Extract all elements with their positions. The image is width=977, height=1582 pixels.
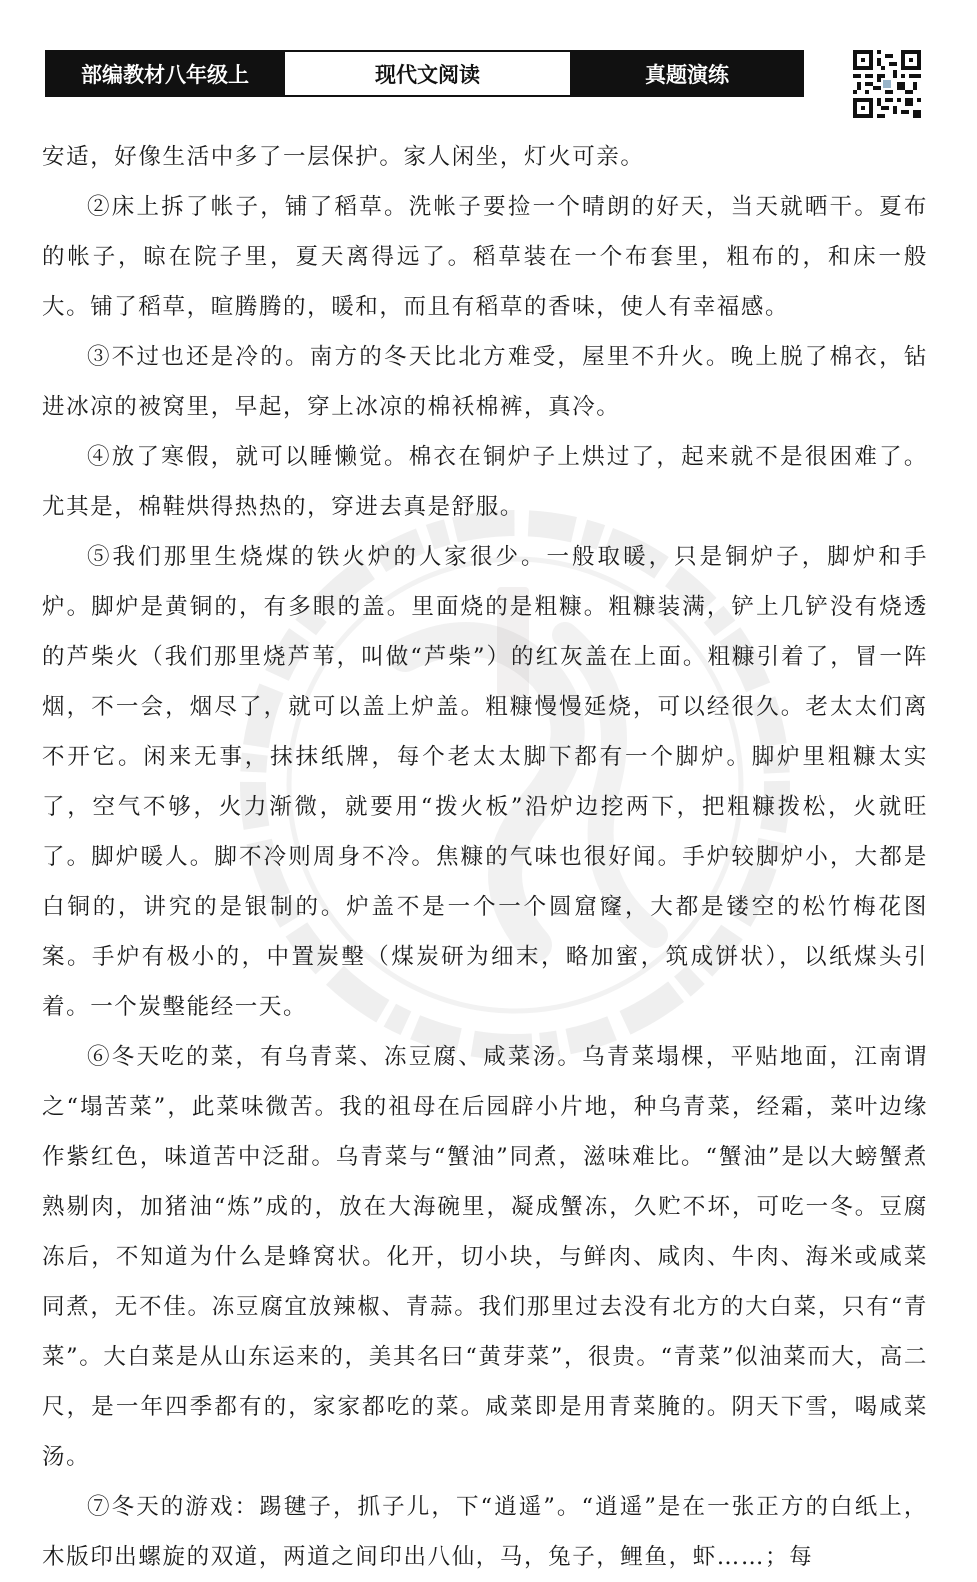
paragraph-continued: 安适，好像生活中多了一层保护。家人闲坐，灯火可亲。 xyxy=(42,144,645,170)
header-textbook-label: 部编教材八年级上 xyxy=(47,52,283,95)
qr-code-icon[interactable] xyxy=(853,50,921,118)
header-bar xyxy=(45,50,804,97)
paragraph-4: ④放了寒假，就可以睡懒觉。棉衣在铜炉子上烘过了，起来就不是很困难了。尤其是，棉鞋烘得热热的，穿进去真是舒服。 xyxy=(42,444,928,520)
header-section-title: 现代文阅读 xyxy=(283,52,572,95)
reading-passage xyxy=(42,132,928,1582)
header-practice-label: 真题演练 xyxy=(572,52,802,95)
paragraph-3: ③不过也还是冷的。南方的冬天比北方难受，屋里不升火。晚上脱了棉衣，钻进冰凉的被窝里，早起，穿上冰凉的棉袄棉裤，真冷。 xyxy=(42,344,928,420)
paragraph-7: ⑦冬天的游戏：踢毽子，抓子儿，下“逍遥”。“逍遥”是在一张正方的白纸上，木版印出螺旋的双道，两道之间印出八仙，马，兔子，鲤鱼，虾……；每 xyxy=(42,1494,928,1570)
paragraph-2: ②床上拆了帐子，铺了稻草。洗帐子要捡一个晴朗的好天，当天就晒干。夏布的帐子，晾在院子里，夏天离得远了。稻草装在一个布套里，粗布的，和床一般大。铺了稻草，暄腾腾的，暖和，而且有稻草的香味，使人有幸福感。 xyxy=(42,194,928,320)
paragraph-6: ⑥冬天吃的菜，有乌青菜、冻豆腐、咸菜汤。乌青菜塌棵，平贴地面，江南谓之“塌苦菜”，此菜味微苦。我的祖母在后园辟小片地，种乌青菜，经霜，菜叶边缘作紫红色，味道苦中泛甜。乌青菜与“蟹油”同煮，滋味难比。“蟹油”是以大螃蟹煮熟剔肉，加猪油“炼”成的，放在大海碗里，凝成蟹冻，久贮不坏，可吃一冬。豆腐冻后，不知道为什么是蜂窝状。化开，切小块，与鲜肉、咸肉、牛肉、海米或咸菜同煮，无不佳。冻豆腐宜放辣椒、青蒜。我们那里过去没有北方的大白菜，只有“青菜”。大白菜是从山东运来的，美其名曰“黄芽菜”，很贵。“青菜”似油菜而大，高二尺，是一年四季都有的，家家都吃的菜。咸菜即是用青菜腌的。阴天下雪，喝咸菜汤。 xyxy=(42,1044,928,1470)
paragraph-5: ⑤我们那里生烧煤的铁火炉的人家很少。一般取暖，只是铜炉子，脚炉和手炉。脚炉是黄铜的，有多眼的盖。里面烧的是粗糠。粗糠装满，铲上几铲没有烧透的芦柴火（我们那里烧芦苇，叫做“芦柴”）的红灰盖在上面。粗糠引着了，冒一阵烟，不一会，烟尽了，就可以盖上炉盖。粗糠慢慢延烧，可以经很久。老太太们离不开它。闲来无事，抹抹纸牌，每个老太太脚下都有一个脚炉。脚炉里粗糠太实了，空气不够，火力渐微，就要用“拨火板”沿炉边挖两下，把粗糠拨松，火就旺了。脚炉暖人。脚不冷则周身不冷。焦糠的气味也很好闻。手炉较脚炉小，大都是白铜的，讲究的是银制的。炉盖不是一个一个圆窟窿，大都是镂空的松竹梅花图案。手炉有极小的，中置炭墼（煤炭研为细末，略加蜜，筑成饼状），以纸煤头引着。一个炭墼能经一天。 xyxy=(42,544,928,1020)
